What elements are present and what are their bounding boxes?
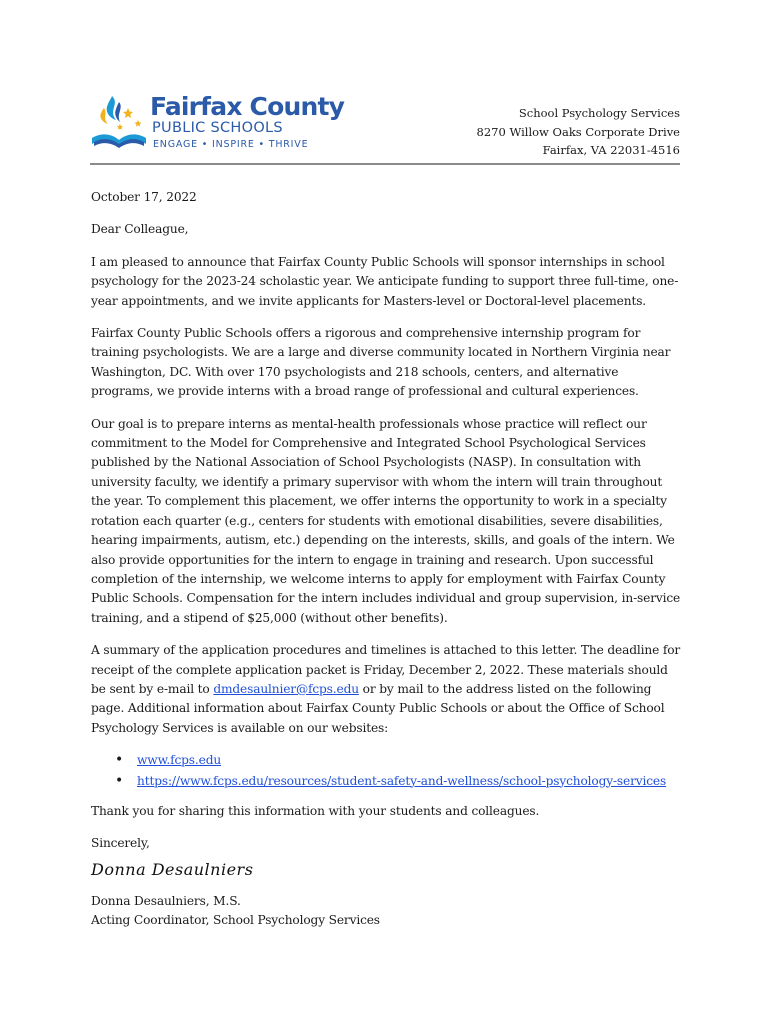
- website-list: [91, 751, 683, 791]
- list-item: [91, 751, 683, 770]
- list-item: [91, 772, 683, 791]
- thanks: Thank you for sharing this information with your students and colleagues.: [91, 803, 540, 818]
- paragraph-application: [91, 641, 683, 738]
- paragraph-announcement: I am pleased to announce that Fairfax County Public Schools will sponsor internships in school psychology for the 2023-24 scholastic year. We anticipate funding to support three full-time, one-year appointments, and we invite applicants for Masters-level or Doctoral-level placements.: [91, 254, 679, 308]
- signer-name: Donna Desaulniers, M.S.: [91, 893, 241, 908]
- application-text-a: A summary of the application procedures and timelines is attached to this letter. The deadline for receipt of the complete application packet is Friday, December 2, 2022. These materials should be sent by e-mail to: [91, 643, 681, 696]
- address-line-1: School Psychology Services: [518, 106, 680, 120]
- letter-body: [91, 188, 683, 931]
- open-book-flame-icon: [90, 92, 148, 154]
- paragraph-goals: Our goal is to prepare interns as mental-health professionals whose practice will reflect our commitment to the Model for Comprehensive and Integrated School Psychological Services published by the National Association of School Psychologists (NASP). In consultation with university faculty, we identify a primary supervisor with whom the intern will train throughout the year. To complement this placement, we offer interns the opportunity to work in a specialty rotation each quarter (e.g., centers for students with emotional disabilities, severe disabilities, hearing impairments, autism, etc.) depending on the interests, skills, and goals of the intern. We also provide opportunities for the intern to engage in training and research. Upon successful completion of the internship, we welcome interns to apply for employment with Fairfax County Public Schools. Compensation for the intern includes individual and group supervision, in-service training, and a stipend of $25,000 (without other benefits).: [91, 416, 681, 625]
- handwritten-signature: Donna Desaulniers: [91, 859, 254, 879]
- closing: Sincerely,: [91, 836, 150, 851]
- website-link-psychology-services[interactable]: https://www.fcps.edu/resources/student-safety-and-wellness/school-psychology-services: [137, 773, 667, 788]
- header-divider: [90, 163, 680, 165]
- signer-title: Acting Coordinator, School Psychology Services: [91, 913, 380, 928]
- email-link[interactable]: dmdesaulnier@fcps.edu: [213, 681, 359, 696]
- application-text-b: or by mail to the address listed on the following page. Additional information about Fairfax County Public Schools or about the Office of School Psychology Services is available on our websites:: [91, 681, 665, 735]
- logo-subtitle: PUBLIC SCHOOLS: [152, 120, 283, 136]
- logo-tagline: ENGAGE • INSPIRE • THRIVE: [153, 139, 309, 150]
- signature-block: [91, 892, 683, 931]
- address-line-3: Fairfax, VA 22031-4516: [542, 143, 680, 157]
- logo-name: Fairfax County: [150, 92, 345, 121]
- paragraph-program: Fairfax County Public Schools offers a rigorous and comprehensive internship program for training psychologists. We are a large and diverse community located in Northern Virginia near Washington, DC. With over 170 psychologists and 218 schools, centers, and alternative programs, we provide interns with a broad range of professional and cultural experiences.: [91, 326, 671, 399]
- fcps-logo: [90, 92, 345, 154]
- salutation: Dear Colleague,: [91, 222, 189, 237]
- letter-date: October 17, 2022: [91, 190, 197, 204]
- website-link-fcps[interactable]: www.fcps.edu: [137, 753, 222, 768]
- address-line-2: 8270 Willow Oaks Corporate Drive: [476, 124, 680, 139]
- return-address: [477, 104, 680, 160]
